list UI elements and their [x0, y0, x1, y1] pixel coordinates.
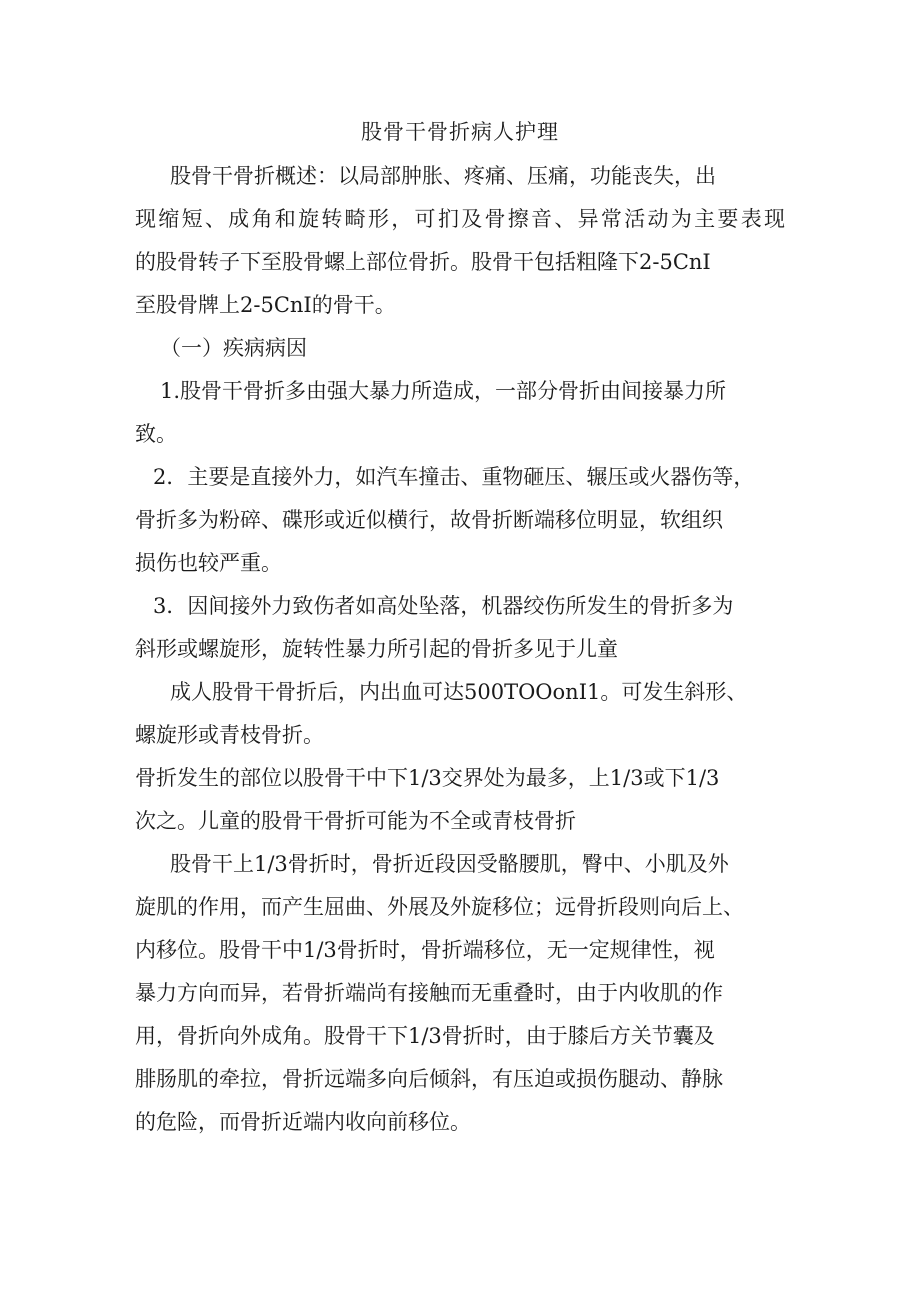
paragraph-line: 斜形或螺旋形，旋转性暴力所引起的骨折多见于儿童 [135, 637, 618, 661]
paragraph-line: 的危险，而骨折近端内收向前移位。 [135, 1110, 471, 1134]
section-heading: （一）疾病病因 [160, 336, 307, 360]
paragraph-line: 暴力方向而异，若骨折端尚有接触而无重叠时，由于内收肌的作 [135, 981, 723, 1005]
paragraph-line: 内移位。股骨干中1/3骨折时，骨折端移位，无一定规律性，视 [135, 938, 715, 962]
paragraph-line: 旋肌的作用，而产生屈曲、外展及外旋移位；远骨折段则向后上、 [135, 895, 744, 919]
paragraph-line: 2．主要是直接外力，如汽车撞击、重物砸压、辗压或火器伤等， [153, 465, 755, 489]
paragraph-line: 腓肠肌的牵拉，骨折远端多向后倾斜，有压迫或损伤腿动、静脉 [135, 1067, 723, 1091]
paragraph-line: 3．因间接外力致伤者如高处坠落，机器绞伤所发生的骨折多为 [153, 594, 734, 618]
paragraph-line: 股骨干上1/3骨折时，骨折近段因受骼腰肌，臀中、小肌及外 [170, 852, 729, 876]
paragraph-line: 次之。儿童的股骨干骨折可能为不全或青枝骨折 [135, 809, 576, 833]
paragraph-line: 致。 [135, 422, 177, 446]
paragraph-line: 1.股骨干骨折多由强大暴力所造成，一部分骨折由间接暴力所 [160, 379, 727, 403]
paragraph-line: 骨折发生的部位以股骨干中下1/3交界处为最多，上1/3或下1/3 [135, 766, 720, 790]
paragraph-line: 骨折多为粉碎、碟形或近似横行，故骨折断端移位明显，软组织 [135, 508, 723, 532]
paragraph-line: 的股骨转子下至股骨螺上部位骨折。股骨干包括粗隆下2-5CnI [135, 250, 711, 274]
paragraph-line: 用，骨折向外成角。股骨干下1/3骨折时，由于膝后方关节囊及 [135, 1024, 715, 1048]
paragraph-line: 至股骨牌上2-5CnI的骨干。 [135, 293, 396, 317]
paragraph-line: 现缩短、成角和旋转畸形，可扪及骨擦音、异常活动为主要表现 [135, 207, 785, 231]
document-title: 股骨干骨折病人护理 [361, 120, 559, 144]
paragraph-line: 股骨干骨折概述：以局部肿胀、疼痛、压痛，功能丧失，出 [170, 164, 716, 188]
paragraph-line: 损伤也较严重。 [135, 551, 282, 575]
paragraph-line: 成人股骨干骨折后，内出血可达500TOOonI1。可发生斜形、 [170, 680, 748, 704]
paragraph-line: 螺旋形或青枝骨折。 [135, 723, 324, 747]
